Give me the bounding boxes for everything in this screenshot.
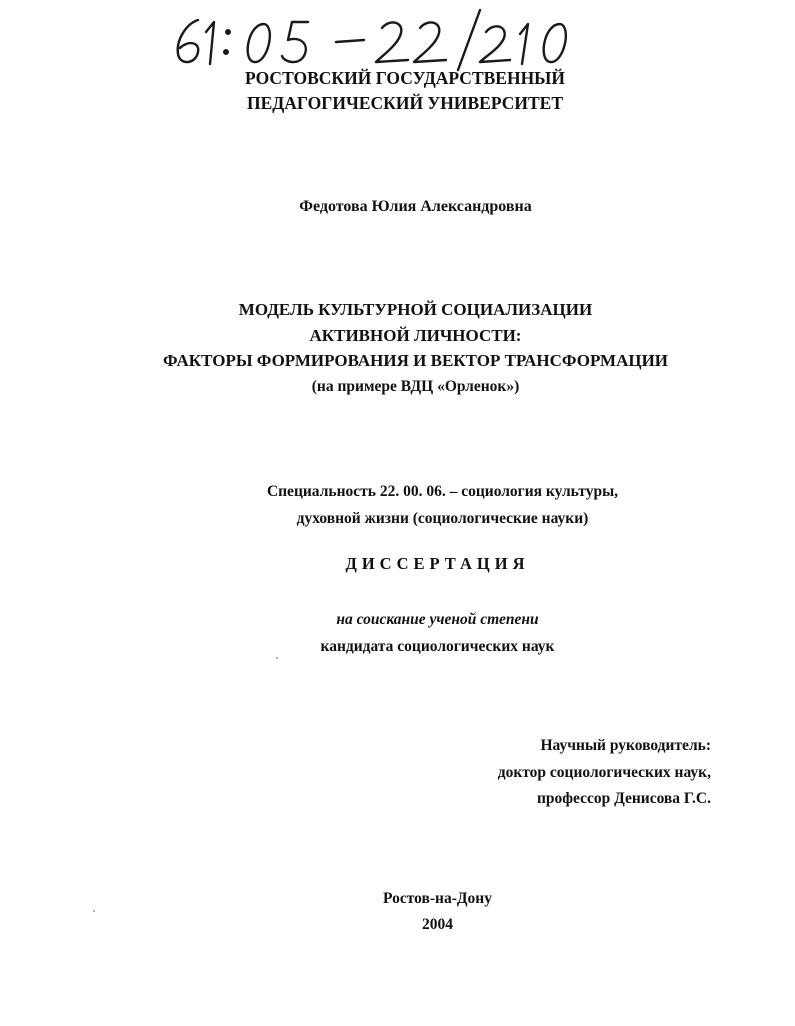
specialty-line-2: духовной жизни (социологические науки): [296, 510, 589, 527]
scientific-supervisor: [498, 733, 711, 813]
degree-line-2: кандидата социологических наук: [320, 638, 555, 655]
supervisor-line-1: Научный руководитель:: [540, 737, 711, 754]
handwritten-code-drawing: [168, 6, 588, 72]
title-line-2: АКТИВНОЙ ЛИЧНОСТИ:: [309, 325, 522, 345]
document-type-text: ДИССЕРТАЦИЯ: [345, 554, 530, 573]
institution-name: [20, 66, 795, 116]
author-name: [18, 197, 795, 217]
title-subtitle: (на примере ВДЦ «Орленок»): [311, 377, 520, 395]
degree-statement: [40, 606, 795, 660]
city-text: Ростов-на-Дону: [383, 890, 492, 907]
scan-speck: [93, 910, 95, 912]
title-line-1: МОДЕЛЬ КУЛЬТУРНОЙ СОЦИАЛИЗАЦИИ: [238, 300, 593, 319]
institution-line-2: ПЕДАГОГИЧЕСКИЙ УНИВЕРСИТЕТ: [246, 93, 564, 113]
dissertation-title: [18, 297, 795, 399]
place-and-year: [40, 886, 795, 938]
supervisor-line-3: профессор Денисова Г.С.: [537, 790, 711, 807]
handwritten-archive-code: [168, 6, 588, 72]
specialty-line-1: Специальность 22. 00. 06. – социология культуры,: [266, 483, 619, 500]
title-line-3: ФАКТОРЫ ФОРМИРОВАНИЯ И ВЕКТОР ТРАНСФОРМАЦИИ: [162, 351, 669, 370]
institution-line-1: РОСТОВСКИЙ ГОСУДАРСТВЕННЫЙ: [245, 68, 565, 88]
document-type: [40, 554, 795, 574]
degree-line-1: на соискание ученой степени: [336, 611, 539, 628]
supervisor-line-2: доктор социологических наук,: [497, 763, 711, 781]
specialty: [45, 478, 795, 532]
year-text: 2004: [422, 916, 453, 933]
author-text: Федотова Юлия Александровна: [299, 198, 532, 215]
scan-speck: [276, 657, 278, 659]
